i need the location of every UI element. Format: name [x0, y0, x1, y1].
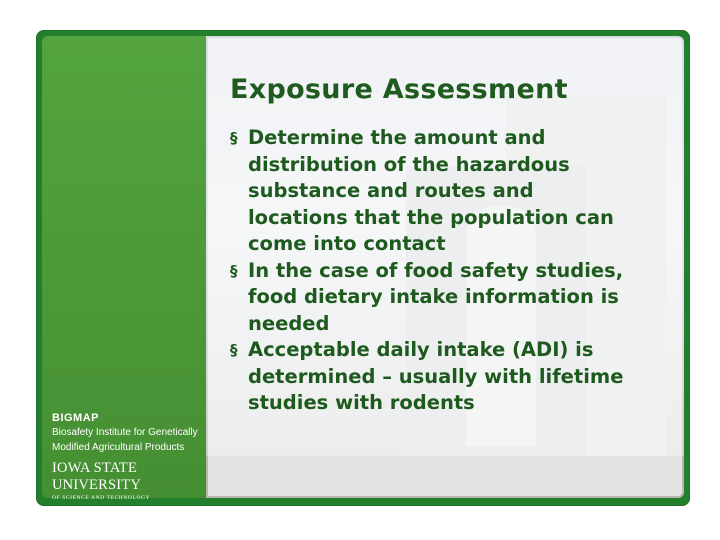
bullet-text: In the case of food safety studies, food dietary intake information is needed — [248, 258, 624, 335]
bullet-item — [230, 125, 630, 258]
bullet-item — [230, 337, 630, 417]
bullet-item — [230, 258, 630, 338]
logo-university: IOWA STATE UNIVERSITY — [52, 460, 141, 493]
bullet-marker-icon: § — [230, 261, 238, 280]
slide-title: Exposure Assessment — [230, 74, 568, 105]
sponsor-logo — [52, 412, 202, 501]
bullet-text: Determine the amount and distribution of the hazardous substance and routes and locations that the population can come into contact — [248, 126, 614, 255]
logo-institute-line2: Modified Agricultural Products — [52, 442, 185, 453]
bullet-marker-icon: § — [230, 341, 238, 359]
logo-bigmap: BIGMAP — [52, 412, 99, 424]
bullet-text: Acceptable daily intake (ADI) is determined – usually with lifetime studies with rodents — [248, 338, 624, 414]
bullet-list — [230, 125, 630, 417]
bullet-marker-icon: § — [230, 129, 238, 147]
logo-institute-line1: Biosafety Institute for Genetically — [52, 427, 198, 438]
logo-university-sub: OF SCIENCE AND TECHNOLOGY — [52, 495, 151, 501]
